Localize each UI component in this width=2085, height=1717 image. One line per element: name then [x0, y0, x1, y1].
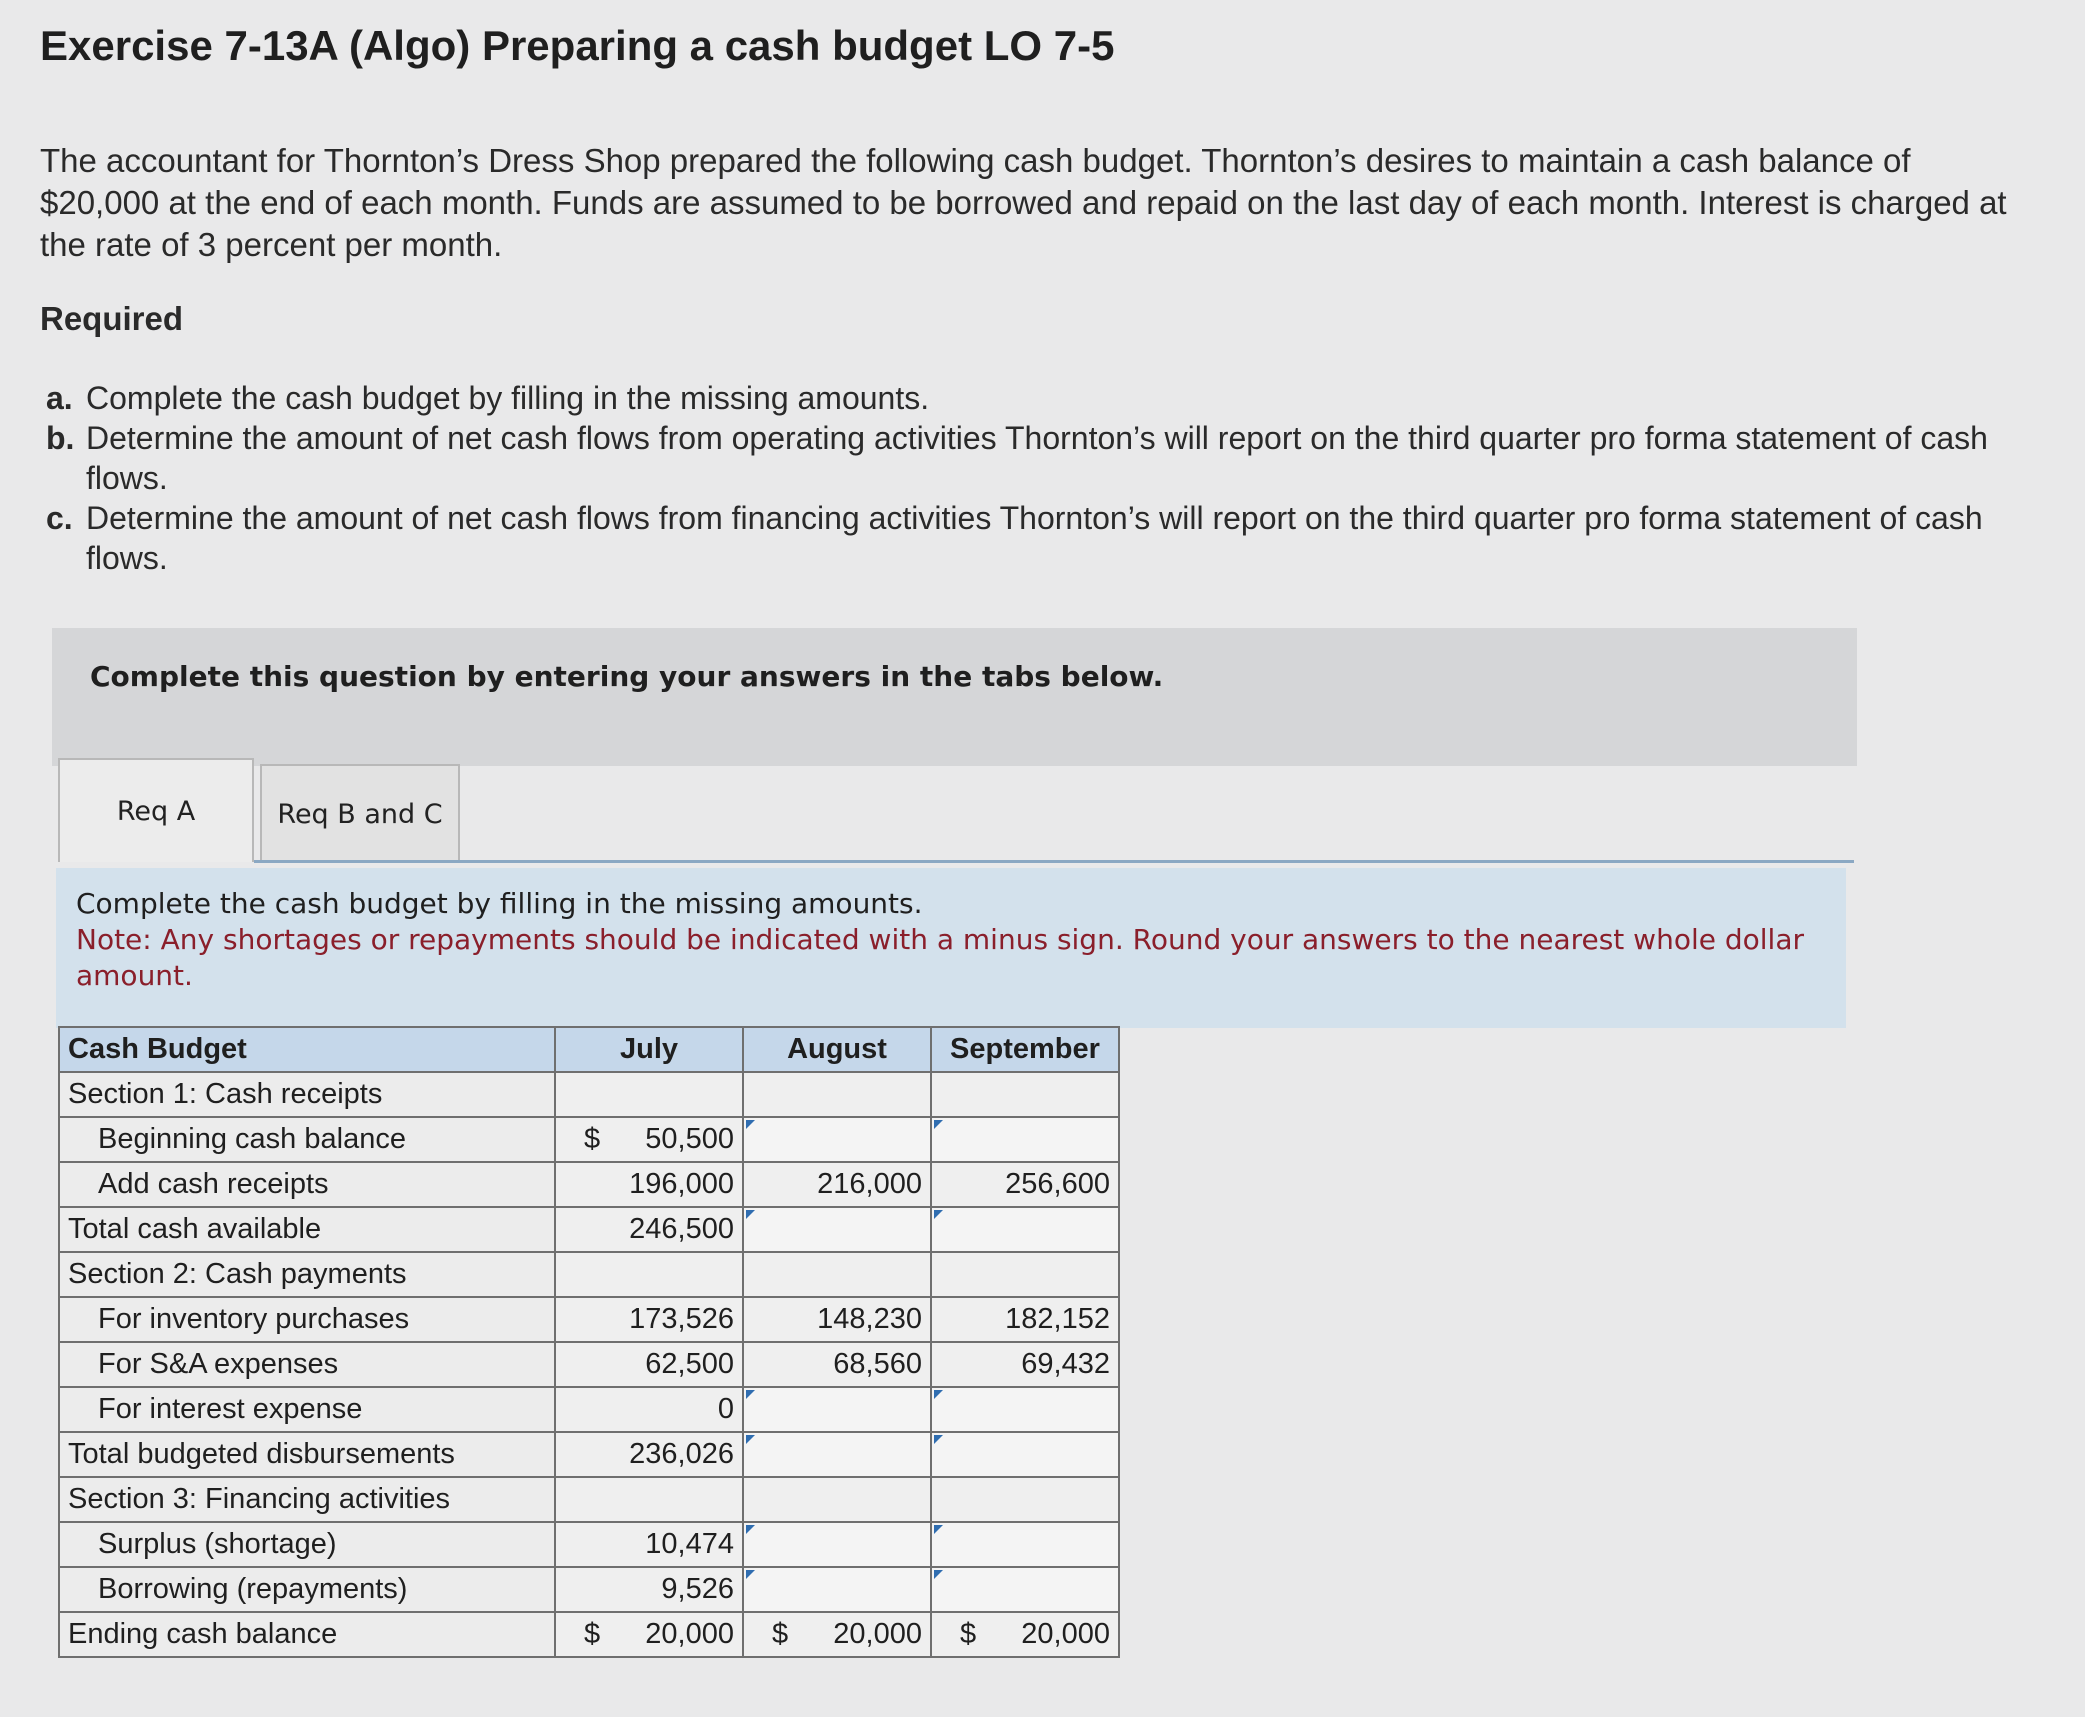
- value-cell-september: [931, 1297, 1119, 1342]
- dollar-sign: $: [960, 1618, 977, 1650]
- table-row: [59, 1162, 1119, 1207]
- tab-bar: [58, 758, 460, 862]
- cell-value: 256,600: [1005, 1168, 1110, 1200]
- header-cash-budget: Cash Budget: [59, 1027, 555, 1072]
- table-row: [59, 1117, 1119, 1162]
- row-label: Ending cash balance: [59, 1612, 555, 1657]
- cell-value: 20,000: [1021, 1618, 1110, 1650]
- value-cell-july: [555, 1207, 743, 1252]
- dollar-sign: $: [584, 1618, 601, 1650]
- input-cell-september[interactable]: [931, 1522, 1119, 1567]
- header-august: August: [743, 1027, 931, 1072]
- row-label: Section 2: Cash payments: [59, 1252, 555, 1297]
- cell-value: 69,432: [1021, 1348, 1110, 1380]
- table-row: [59, 1387, 1119, 1432]
- table-row: [59, 1252, 1119, 1297]
- row-label: Surplus (shortage): [59, 1522, 555, 1567]
- table-row: [59, 1207, 1119, 1252]
- instructions-panel: [56, 868, 1846, 1028]
- input-cell-september[interactable]: [931, 1567, 1119, 1612]
- requirement-letter: c.: [46, 500, 73, 536]
- header-july: July: [555, 1027, 743, 1072]
- tab-divider: [254, 860, 1854, 863]
- cell-value: 9,526: [661, 1573, 734, 1605]
- value-cell-august: [743, 1342, 931, 1387]
- requirement-a: [46, 378, 2036, 418]
- cell-value: 216,000: [817, 1168, 922, 1200]
- dollar-sign: $: [772, 1618, 789, 1650]
- row-label: Beginning cash balance: [59, 1117, 555, 1162]
- value-cell-september: [931, 1477, 1119, 1522]
- table-row: [59, 1297, 1119, 1342]
- row-label: Total budgeted disbursements: [59, 1432, 555, 1477]
- input-cell-august[interactable]: [743, 1207, 931, 1252]
- input-cell-september[interactable]: [931, 1117, 1119, 1162]
- cell-value: 50,500: [645, 1123, 734, 1155]
- value-cell-july: [555, 1342, 743, 1387]
- requirement-b: [46, 418, 2036, 498]
- table-header-row: [59, 1027, 1119, 1072]
- value-cell-july: [555, 1117, 743, 1162]
- cell-value: 236,026: [629, 1438, 734, 1470]
- input-cell-september[interactable]: [931, 1207, 1119, 1252]
- value-cell-august: [743, 1477, 931, 1522]
- value-cell-july: [555, 1387, 743, 1432]
- value-cell-september: [931, 1162, 1119, 1207]
- row-label: For inventory purchases: [59, 1297, 555, 1342]
- value-cell-september: [931, 1342, 1119, 1387]
- requirement-text: Determine the amount of net cash flows from financing activities Thornton’s will report on the third quarter pro forma statement of cash flows.: [86, 500, 1983, 576]
- cell-value: 20,000: [833, 1618, 922, 1650]
- panel-instruction: Complete the cash budget by filling in the missing amounts.: [76, 887, 923, 920]
- value-cell-july: [555, 1522, 743, 1567]
- table-row: [59, 1072, 1119, 1117]
- input-cell-september[interactable]: [931, 1432, 1119, 1477]
- requirement-c: [46, 498, 2036, 578]
- value-cell-july: [555, 1477, 743, 1522]
- table-row: [59, 1612, 1119, 1657]
- cash-budget-table: [58, 1026, 1120, 1658]
- cell-value: 20,000: [645, 1618, 734, 1650]
- cell-value: 0: [717, 1393, 734, 1425]
- input-cell-august[interactable]: [743, 1567, 931, 1612]
- cell-value: 182,152: [1005, 1303, 1110, 1335]
- input-cell-august[interactable]: [743, 1117, 931, 1162]
- cell-value: 196,000: [629, 1168, 734, 1200]
- requirement-text: Complete the cash budget by filling in the missing amounts.: [86, 380, 930, 416]
- value-cell-september: [931, 1072, 1119, 1117]
- panel-note: Note: Any shortages or repayments should be indicated with a minus sign. Round your answers to the nearest whole dollar amount.: [76, 923, 1805, 992]
- value-cell-september: [931, 1612, 1119, 1657]
- value-cell-july: [555, 1432, 743, 1477]
- value-cell-september: [931, 1252, 1119, 1297]
- table-row: [59, 1567, 1119, 1612]
- requirement-letter: b.: [46, 420, 75, 456]
- input-cell-august[interactable]: [743, 1432, 931, 1477]
- requirement-text: Determine the amount of net cash flows from operating activities Thornton’s will report on the third quarter pro forma statement of cash flows.: [86, 420, 1988, 496]
- value-cell-july: [555, 1567, 743, 1612]
- table-row: [59, 1477, 1119, 1522]
- table-row: [59, 1522, 1119, 1567]
- input-cell-august[interactable]: [743, 1387, 931, 1432]
- cell-value: 148,230: [817, 1303, 922, 1335]
- cell-value: 246,500: [629, 1213, 734, 1245]
- value-cell-july: [555, 1297, 743, 1342]
- row-label: Section 1: Cash receipts: [59, 1072, 555, 1117]
- tab-req-a[interactable]: Req A: [58, 758, 254, 862]
- row-label: Borrowing (repayments): [59, 1567, 555, 1612]
- value-cell-august: [743, 1612, 931, 1657]
- intro-paragraph: The accountant for Thornton’s Dress Shop prepared the following cash budget. Thornton’s desires to maintain a cash balance of $20,000 at the end of each month. Funds are assumed to be borrowed and repaid on the last day of each month. Interest is charged at the rate of 3 percent per month.: [40, 142, 2007, 263]
- requirements-list: [46, 378, 2036, 578]
- dollar-sign: $: [584, 1123, 601, 1155]
- table-row: [59, 1432, 1119, 1477]
- table-row: [59, 1342, 1119, 1387]
- value-cell-july: [555, 1612, 743, 1657]
- value-cell-july: [555, 1072, 743, 1117]
- cell-value: 173,526: [629, 1303, 734, 1335]
- cell-value: 68,560: [833, 1348, 922, 1380]
- input-cell-august[interactable]: [743, 1522, 931, 1567]
- tab-req-b-and-c[interactable]: Req B and C: [260, 764, 460, 862]
- value-cell-july: [555, 1252, 743, 1297]
- cell-value: 10,474: [645, 1528, 734, 1560]
- table-body: [59, 1072, 1119, 1657]
- value-cell-august: [743, 1072, 931, 1117]
- cell-value: 62,500: [645, 1348, 734, 1380]
- row-label: For S&A expenses: [59, 1342, 555, 1387]
- row-label: For interest expense: [59, 1387, 555, 1432]
- page-title: Exercise 7-13A (Algo) Preparing a cash budget LO 7-5: [40, 22, 1115, 69]
- input-cell-september[interactable]: [931, 1387, 1119, 1432]
- requirement-letter: a.: [46, 380, 73, 416]
- header-september: September: [931, 1027, 1119, 1072]
- value-cell-august: [743, 1162, 931, 1207]
- instruction-bar: [52, 628, 1857, 766]
- required-heading: Required: [40, 300, 184, 337]
- row-label: Section 3: Financing activities: [59, 1477, 555, 1522]
- row-label: Total cash available: [59, 1207, 555, 1252]
- value-cell-august: [743, 1252, 931, 1297]
- value-cell-july: [555, 1162, 743, 1207]
- value-cell-august: [743, 1297, 931, 1342]
- row-label: Add cash receipts: [59, 1162, 555, 1207]
- instruction-text: Complete this question by entering your answers in the tabs below.: [90, 660, 1164, 693]
